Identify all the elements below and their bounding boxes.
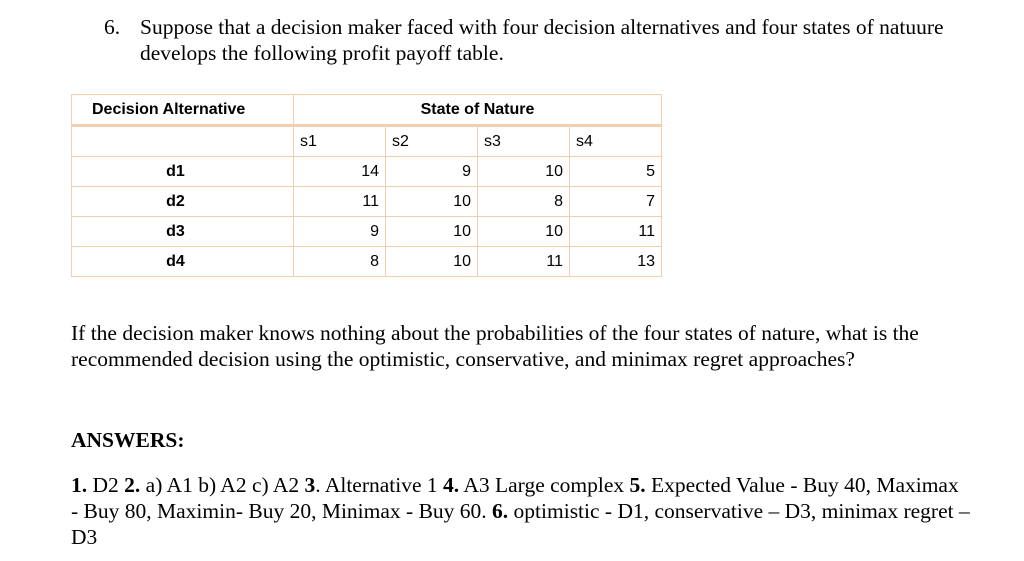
question-prompt: If the decision maker knows nothing about the probabilities of the four states of nature, what is the recommended decision using the optimistic, conservative, and minimax regret approaches? bbox=[71, 321, 919, 371]
table-header-row bbox=[72, 95, 662, 126]
answer-text: D2 bbox=[87, 473, 125, 497]
payoff-cell: 11 bbox=[478, 247, 570, 277]
table-row bbox=[72, 157, 662, 187]
payoff-cell: 14 bbox=[294, 157, 386, 187]
answer-text: A3 Large complex bbox=[459, 473, 630, 497]
answer-number: 1. bbox=[71, 473, 88, 497]
table-row bbox=[72, 187, 662, 217]
payoff-cell: 7 bbox=[570, 187, 662, 217]
corner-header: Decision Alternative bbox=[72, 95, 294, 126]
state-label: s3 bbox=[478, 126, 570, 157]
table-row bbox=[72, 217, 662, 247]
payoff-cell: 9 bbox=[386, 157, 478, 187]
answers-text bbox=[71, 472, 971, 550]
states-header: State of Nature bbox=[294, 95, 662, 126]
alternative-label: d4 bbox=[72, 247, 294, 277]
payoff-cell: 13 bbox=[570, 247, 662, 277]
answer-text: Expected Value - Buy 40, Maximax - Buy 80, Maximin- Buy 20, Minimax - Buy 60. bbox=[71, 473, 959, 523]
table-row bbox=[72, 247, 662, 277]
payoff-cell: 8 bbox=[478, 187, 570, 217]
alternative-label: d2 bbox=[72, 187, 294, 217]
payoff-cell: 10 bbox=[386, 217, 478, 247]
payoff-cell: 5 bbox=[570, 157, 662, 187]
answer-number: 2. bbox=[124, 473, 141, 497]
state-label: s1 bbox=[294, 126, 386, 157]
answer-text: optimistic - D1, conservative – D3, minimax regret – D3 bbox=[71, 499, 970, 549]
payoff-cell: 10 bbox=[478, 217, 570, 247]
answer-number: 6. bbox=[492, 499, 509, 523]
payoff-cell: 8 bbox=[294, 247, 386, 277]
answer-text: a) A1 b) A2 c) A2 bbox=[140, 473, 305, 497]
payoff-cell: 11 bbox=[570, 217, 662, 247]
answer-number: 5. bbox=[629, 473, 646, 497]
answer-number: 3 bbox=[304, 473, 316, 497]
state-label: s2 bbox=[386, 126, 478, 157]
state-label: s4 bbox=[570, 126, 662, 157]
payoff-cell: 11 bbox=[294, 187, 386, 217]
alternative-label: d1 bbox=[72, 157, 294, 187]
question-number: 6. bbox=[104, 15, 121, 39]
question-text: Suppose that a decision maker faced with four decision alternatives and four states of natuure develops the following profit payoff table. bbox=[140, 15, 944, 65]
empty-cell bbox=[72, 126, 294, 157]
payoff-table bbox=[71, 94, 662, 277]
answer-text: . Alternative 1 bbox=[315, 473, 444, 497]
alternative-label: d3 bbox=[72, 217, 294, 247]
payoff-cell: 9 bbox=[294, 217, 386, 247]
answer-number: 4. bbox=[443, 473, 460, 497]
payoff-cell: 10 bbox=[478, 157, 570, 187]
answers-heading: ANSWERS: bbox=[71, 428, 185, 452]
states-row bbox=[72, 126, 662, 157]
payoff-cell: 10 bbox=[386, 247, 478, 277]
payoff-cell: 10 bbox=[386, 187, 478, 217]
